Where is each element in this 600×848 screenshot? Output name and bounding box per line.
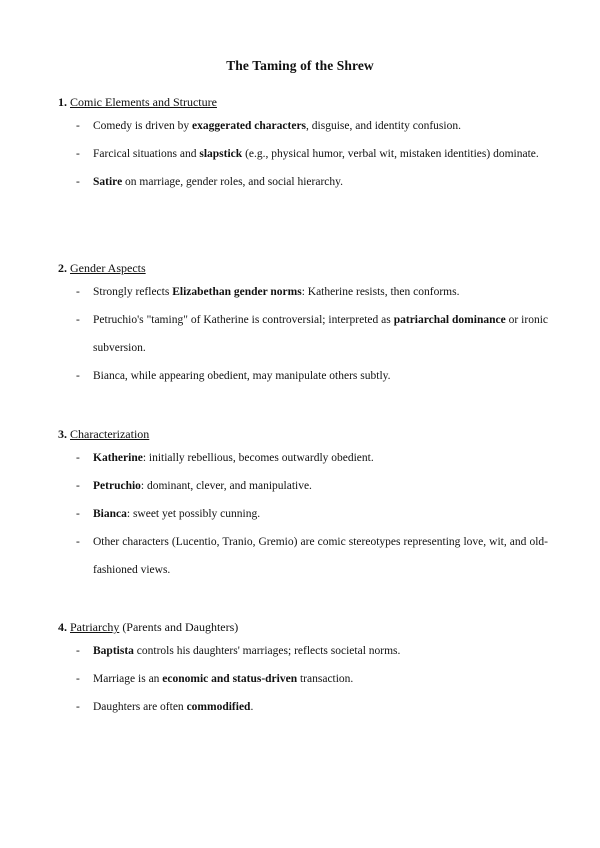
- item-text: .: [250, 701, 254, 713]
- section-heading: [58, 617, 548, 637]
- item-text: Petruchio's "taming" of Katherine is controversial; interpreted as: [93, 314, 394, 326]
- item-text: Bianca, while appearing obedient, may manipulate others subtly.: [93, 370, 391, 382]
- bullet-dash: -: [76, 120, 80, 132]
- bold-term: Satire: [93, 176, 123, 188]
- section-suffix: (Parents and Daughters): [119, 620, 239, 634]
- list-item: [58, 528, 548, 584]
- list-item: [58, 362, 548, 390]
- page-title: The Taming of the Shrew: [226, 58, 374, 73]
- item-text: , disguise, and identity confusion.: [306, 120, 461, 132]
- bullet-dash: -: [76, 286, 80, 298]
- bold-term: commodified: [186, 701, 251, 713]
- bullet-dash: -: [76, 370, 80, 382]
- bold-term: patriarchal dominance: [393, 314, 506, 326]
- section-title: Characterization: [70, 427, 150, 441]
- section-heading: [58, 92, 548, 112]
- bullet-dash: -: [76, 176, 80, 188]
- section-patriarchy: [58, 617, 548, 721]
- list-item: [58, 306, 548, 362]
- list-item: [58, 278, 548, 306]
- bullet-dash: -: [76, 314, 80, 326]
- section-heading: [58, 424, 548, 444]
- item-text: : initially rebellious, becomes outwardly obedient.: [142, 452, 374, 464]
- section-number: 3.: [58, 427, 67, 441]
- item-text: : dominant, clever, and manipulative.: [140, 480, 312, 492]
- list-item: [58, 665, 548, 693]
- item-text: Strongly reflects: [93, 286, 173, 298]
- bold-term: Petruchio: [93, 480, 141, 492]
- section-title: Comic Elements and Structure: [70, 95, 217, 109]
- section-number: 1.: [58, 95, 67, 109]
- bullet-dash: -: [76, 536, 80, 548]
- bold-term: Bianca: [93, 508, 127, 520]
- item-text: on marriage, gender roles, and social hierarchy.: [122, 176, 344, 188]
- bullet-dash: -: [76, 701, 80, 713]
- item-text: or ironic subversion.: [93, 314, 548, 354]
- item-text: Daughters are often: [93, 701, 187, 713]
- bullet-list: [58, 278, 548, 390]
- list-item: [58, 637, 548, 665]
- bold-term: Elizabethan gender norms: [172, 286, 302, 298]
- section-heading: [58, 258, 548, 278]
- bullet-dash: -: [76, 480, 80, 492]
- bullet-dash: -: [76, 148, 80, 160]
- bold-term: slapstick: [199, 148, 243, 160]
- list-item: [58, 693, 548, 721]
- section-number: 4.: [58, 620, 67, 634]
- list-item: [58, 444, 548, 472]
- item-text: Marriage is an: [93, 673, 163, 685]
- list-item: [58, 140, 548, 168]
- bullet-list: [58, 112, 548, 196]
- list-item: [58, 472, 548, 500]
- list-item: [58, 500, 548, 528]
- bullet-dash: -: [76, 673, 80, 685]
- bullet-list: [58, 637, 548, 721]
- item-text: controls his daughters' marriages; reflects societal norms.: [133, 645, 401, 657]
- section-gender-aspects: [58, 258, 548, 390]
- item-text: Comedy is driven by: [93, 120, 193, 132]
- item-text: transaction.: [297, 673, 354, 685]
- item-text: : Katherine resists, then conforms.: [301, 286, 460, 298]
- bold-term: Katherine: [93, 452, 143, 464]
- item-text: (e.g., physical humor, verbal wit, mistaken identities) dominate.: [242, 148, 539, 160]
- list-item: [58, 168, 548, 196]
- list-item: [58, 112, 548, 140]
- bold-term: exaggerated characters: [192, 120, 307, 132]
- bullet-dash: -: [76, 452, 80, 464]
- section-title: Patriarchy: [70, 620, 120, 634]
- item-text: Farcical situations and: [93, 148, 200, 160]
- item-text: : sweet yet possibly cunning.: [126, 508, 261, 520]
- section-characterization: [58, 424, 548, 584]
- bullet-list: [58, 444, 548, 584]
- bullet-dash: -: [76, 508, 80, 520]
- bold-term: Baptista: [93, 645, 134, 657]
- item-text: Other characters (Lucentio, Tranio, Gremio) are comic stereotypes representing love, wit, and old-fashioned views.: [93, 536, 548, 576]
- section-title: Gender Aspects: [70, 261, 146, 275]
- section-comic-elements: [58, 92, 548, 196]
- bullet-dash: -: [76, 645, 80, 657]
- bold-term: economic and status-driven: [162, 673, 298, 685]
- section-number: 2.: [58, 261, 67, 275]
